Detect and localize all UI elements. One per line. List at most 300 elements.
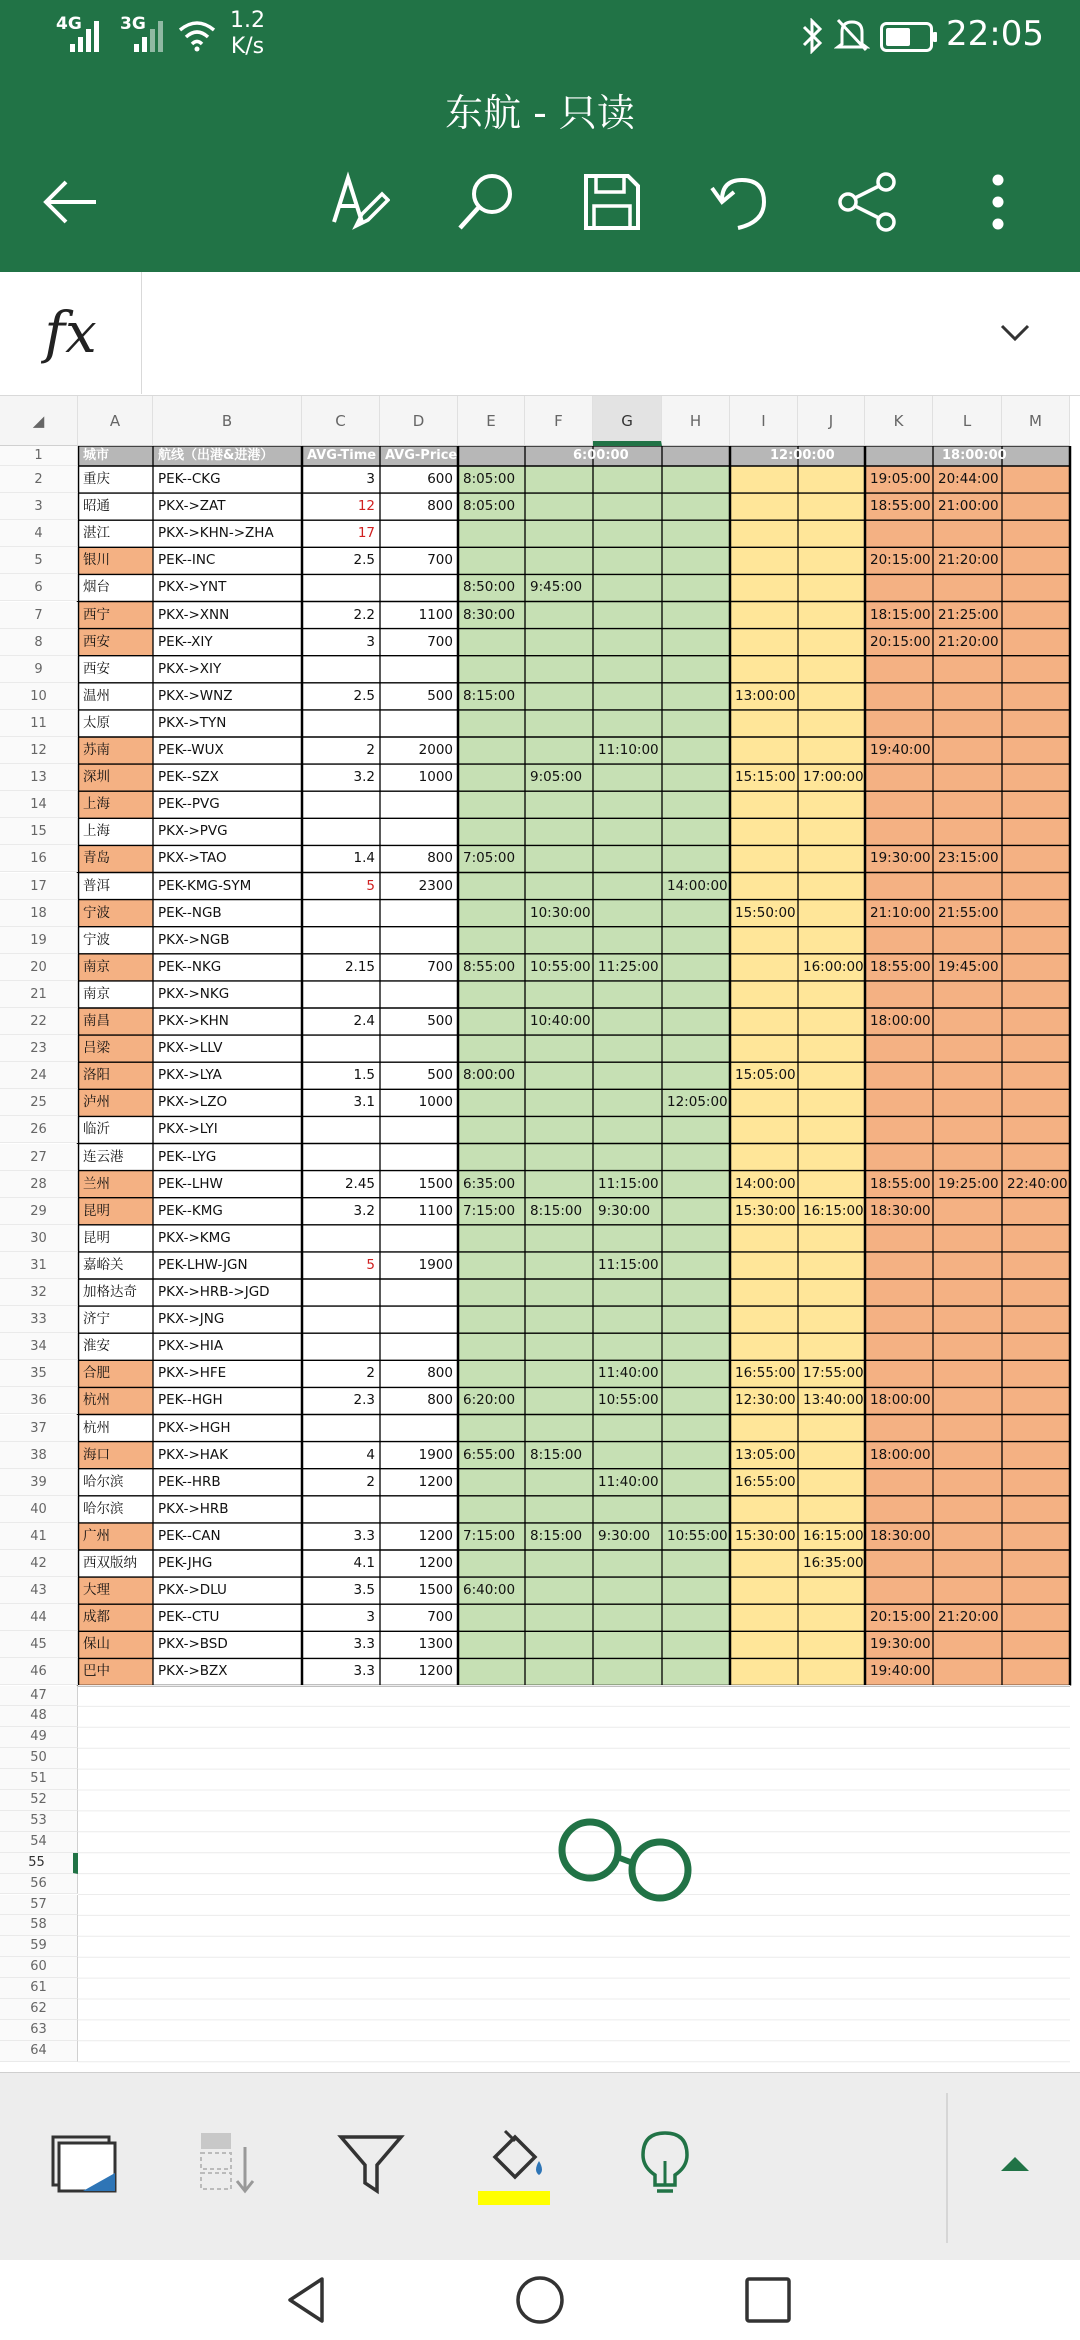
cell-b[interactable]: PKX->XNN	[158, 606, 230, 623]
cell-c[interactable]: 1.4	[353, 850, 375, 867]
cell-b[interactable]: PKX->DLU	[158, 1582, 227, 1599]
cell-a[interactable]: 嘉峪关	[83, 1256, 124, 1273]
cell-f[interactable]: 10:40:00	[530, 1013, 591, 1029]
row-header[interactable]: 64	[0, 2041, 78, 2062]
cell-a[interactable]: 哈尔滨	[83, 1500, 124, 1517]
row-header[interactable]: 21	[0, 981, 78, 1008]
cell-c[interactable]: 2.15	[344, 958, 375, 975]
cell-a[interactable]: 南昌	[83, 1013, 110, 1029]
cell-f[interactable]: 8:15:00	[530, 1202, 583, 1219]
row-header[interactable]: 49	[0, 1727, 78, 1748]
header-group-6am[interactable]: 6:00:00	[573, 448, 629, 463]
cell-e[interactable]: 8:05:00	[463, 471, 516, 487]
cell-d[interactable]: 600	[427, 471, 453, 487]
cell-a[interactable]: 苏南	[83, 742, 110, 758]
cell-b[interactable]: PKX->KMG	[158, 1229, 231, 1246]
cell-c[interactable]: 5	[366, 877, 375, 894]
row-header[interactable]: 11	[0, 710, 78, 737]
cell-j[interactable]: 16:00:00	[803, 958, 864, 975]
row-header[interactable]: 58	[0, 1915, 78, 1936]
draw-button[interactable]	[318, 162, 398, 242]
cell-d[interactable]: 500	[427, 1013, 453, 1029]
cell-c[interactable]: 3.3	[353, 1527, 375, 1544]
nav-home-button[interactable]	[505, 2270, 575, 2330]
cell-l[interactable]: 21:20:00	[938, 1609, 999, 1626]
row-header[interactable]: 18	[0, 900, 78, 927]
row-header[interactable]: 14	[0, 791, 78, 818]
cell-i[interactable]: 14:00:00	[735, 1175, 796, 1192]
cell-j[interactable]: 16:15:00	[803, 1527, 864, 1544]
cell-j[interactable]: 17:55:00	[803, 1365, 864, 1382]
header-avg-time[interactable]: AVG-Time	[307, 448, 377, 463]
cell-d[interactable]: 1200	[418, 1527, 453, 1544]
cell-l[interactable]: 21:55:00	[938, 904, 999, 921]
row-header[interactable]: 17	[0, 873, 78, 900]
back-button[interactable]	[30, 162, 110, 242]
cell-k[interactable]: 18:00:00	[870, 1392, 931, 1409]
cell-b[interactable]: PEK--WUX	[158, 742, 224, 758]
cell-a[interactable]: 哈尔滨	[83, 1473, 124, 1490]
row-header[interactable]: 36	[0, 1387, 78, 1414]
header-group-6pm[interactable]: 18:00:00	[942, 448, 1007, 463]
cell-b[interactable]: PEK--HGH	[158, 1392, 223, 1409]
row-header[interactable]: 38	[0, 1442, 78, 1469]
cell-c[interactable]: 2.4	[353, 1013, 375, 1029]
cell-c[interactable]: 3.5	[353, 1582, 375, 1599]
row-header[interactable]: 59	[0, 1936, 78, 1957]
cell-g[interactable]: 11:25:00	[598, 958, 659, 975]
cell-b[interactable]: PKX->LYA	[158, 1067, 222, 1084]
row-header[interactable]: 44	[0, 1604, 78, 1631]
cell-c[interactable]: 3	[366, 1609, 375, 1626]
spreadsheet-grid[interactable]	[0, 396, 1080, 2072]
cell-c[interactable]: 3.3	[353, 1663, 375, 1680]
row-header[interactable]: 34	[0, 1333, 78, 1360]
cell-c[interactable]: 3.2	[353, 769, 375, 786]
cell-a[interactable]: 大理	[83, 1582, 110, 1599]
cell-a[interactable]: 西宁	[83, 606, 110, 623]
share-button[interactable]	[828, 162, 908, 242]
cell-a[interactable]: 昆明	[83, 1202, 110, 1219]
cell-k[interactable]: 19:30:00	[870, 850, 931, 867]
row-header[interactable]: 54	[0, 1832, 78, 1853]
row-header[interactable]: 51	[0, 1769, 78, 1790]
cell-c[interactable]: 5	[366, 1256, 375, 1273]
cell-b[interactable]: PEK--CAN	[158, 1527, 221, 1544]
row-header[interactable]: 22	[0, 1008, 78, 1035]
cell-c[interactable]: 3	[366, 633, 375, 650]
cell-g[interactable]: 11:15:00	[598, 1175, 659, 1192]
row-header[interactable]: 13	[0, 764, 78, 791]
cell-k[interactable]: 18:00:00	[870, 1013, 931, 1029]
cell-a[interactable]: 洛阳	[83, 1067, 110, 1084]
cell-k[interactable]: 19:30:00	[870, 1636, 931, 1653]
cell-f[interactable]: 9:45:00	[530, 579, 583, 596]
cell-i[interactable]: 15:30:00	[735, 1202, 796, 1219]
cell-a[interactable]: 广州	[83, 1527, 110, 1544]
cell-h[interactable]: 12:05:00	[667, 1094, 728, 1111]
row-header[interactable]: 19	[0, 927, 78, 954]
column-header-i[interactable]: I	[730, 396, 798, 446]
cell-j[interactable]: 13:40:00	[803, 1392, 864, 1409]
cell-i[interactable]: 15:05:00	[735, 1067, 796, 1084]
cell-d[interactable]: 1100	[418, 606, 453, 623]
chevron-down-icon[interactable]	[990, 308, 1040, 358]
cell-j[interactable]: 16:35:00	[803, 1555, 864, 1571]
cell-e[interactable]: 8:30:00	[463, 606, 516, 623]
cell-b[interactable]: PEK--XIY	[158, 633, 213, 650]
cell-d[interactable]: 700	[427, 958, 453, 975]
cell-b[interactable]: PKX->YNT	[158, 579, 227, 596]
row-header[interactable]: 48	[0, 1706, 78, 1727]
cell-c[interactable]: 2.3	[353, 1392, 375, 1409]
cell-d[interactable]: 1500	[418, 1582, 453, 1599]
cell-b[interactable]: PKX->LZO	[158, 1094, 228, 1111]
cell-b[interactable]: PKX->PVG	[158, 823, 228, 840]
cell-b[interactable]: PKX->HIA	[158, 1338, 224, 1355]
cell-f[interactable]: 10:55:00	[530, 958, 591, 975]
row-header[interactable]: 6	[0, 574, 78, 601]
cell-b[interactable]: PEK--PVG	[158, 796, 220, 813]
cell-d[interactable]: 1200	[418, 1663, 453, 1680]
cell-a[interactable]: 烟台	[83, 579, 110, 596]
cell-d[interactable]: 1200	[418, 1473, 453, 1490]
cell-h[interactable]: 14:00:00	[667, 877, 728, 894]
cell-b[interactable]: PKX->XIY	[158, 660, 222, 677]
cell-b[interactable]: PEK--KMG	[158, 1202, 223, 1219]
cell-g[interactable]: 9:30:00	[598, 1527, 651, 1544]
cell-a[interactable]: 海口	[83, 1446, 110, 1463]
cell-b[interactable]: PEK--INC	[158, 552, 216, 569]
cell-l[interactable]: 21:20:00	[938, 633, 999, 650]
cell-b[interactable]: PEK--CKG	[158, 471, 221, 487]
cell-i[interactable]: 13:05:00	[735, 1446, 796, 1463]
cell-a[interactable]: 西双版纳	[83, 1555, 137, 1571]
expand-ribbon-button[interactable]	[970, 2113, 1060, 2213]
select-all-corner[interactable]: ◢	[0, 396, 78, 446]
cell-c[interactable]: 3.1	[353, 1094, 375, 1111]
cell-e[interactable]: 6:55:00	[463, 1446, 516, 1463]
cell-e[interactable]: 6:35:00	[463, 1175, 516, 1192]
row-header[interactable]: 1	[0, 446, 78, 466]
row-header[interactable]: 30	[0, 1225, 78, 1252]
cell-g[interactable]: 9:30:00	[598, 1202, 651, 1219]
freeze-panes-button[interactable]	[184, 2113, 274, 2213]
insert-function-button[interactable]: fx	[0, 272, 142, 394]
cell-k[interactable]: 19:40:00	[870, 742, 931, 758]
row-header[interactable]: 41	[0, 1523, 78, 1550]
row-header[interactable]: 28	[0, 1171, 78, 1198]
row-header[interactable]: 16	[0, 845, 78, 872]
cell-a[interactable]: 温州	[83, 687, 110, 704]
cell-d[interactable]: 2000	[418, 742, 453, 758]
cell-l[interactable]: 19:25:00	[938, 1175, 999, 1192]
cell-d[interactable]: 1000	[418, 1094, 453, 1111]
header-route[interactable]: 航线（出港&进港）	[158, 448, 274, 463]
column-header-c[interactable]: C	[302, 396, 380, 446]
cell-a[interactable]: 淮安	[83, 1338, 110, 1355]
cell-k[interactable]: 20:15:00	[870, 1609, 931, 1626]
cell-b[interactable]: PEK--CTU	[158, 1609, 220, 1626]
cell-b[interactable]: PEK--NGB	[158, 904, 222, 921]
row-header[interactable]: 62	[0, 1999, 78, 2020]
cell-l[interactable]: 21:20:00	[938, 552, 999, 569]
cell-a[interactable]: 重庆	[83, 471, 110, 487]
formula-input[interactable]	[150, 272, 990, 394]
row-header[interactable]: 35	[0, 1360, 78, 1387]
cell-g[interactable]: 11:15:00	[598, 1256, 659, 1273]
cell-k[interactable]: 18:55:00	[870, 1175, 931, 1192]
row-header[interactable]: 63	[0, 2020, 78, 2041]
cell-c[interactable]: 2	[366, 1365, 375, 1382]
cell-k[interactable]: 18:55:00	[870, 958, 931, 975]
cell-a[interactable]: 上海	[83, 796, 110, 813]
cell-k[interactable]: 18:15:00	[870, 606, 931, 623]
cell-k[interactable]: 20:15:00	[870, 633, 931, 650]
row-header[interactable]: 26	[0, 1116, 78, 1143]
cell-k[interactable]: 18:55:00	[870, 498, 931, 515]
cell-c[interactable]: 12	[357, 498, 375, 515]
save-button[interactable]	[572, 162, 652, 242]
cell-a[interactable]: 加格达奇	[83, 1284, 137, 1300]
column-header-b[interactable]: B	[153, 396, 302, 446]
fill-color-button[interactable]	[472, 2113, 562, 2213]
column-header-f[interactable]: F	[525, 396, 593, 446]
cell-a[interactable]: 太原	[83, 714, 110, 731]
row-header[interactable]: 42	[0, 1550, 78, 1577]
nav-recents-button[interactable]	[733, 2270, 803, 2330]
row-header[interactable]: 29	[0, 1198, 78, 1225]
cell-e[interactable]: 6:40:00	[463, 1582, 516, 1599]
row-header[interactable]: 60	[0, 1957, 78, 1978]
search-button[interactable]	[446, 162, 526, 242]
column-header-j[interactable]: J	[798, 396, 865, 446]
cell-l[interactable]: 19:45:00	[938, 958, 999, 975]
column-header-a[interactable]: A	[78, 396, 153, 446]
cell-d[interactable]: 1900	[418, 1256, 453, 1273]
row-header[interactable]: 47	[0, 1686, 78, 1707]
cell-e[interactable]: 8:55:00	[463, 958, 516, 975]
cell-k[interactable]: 20:15:00	[870, 552, 931, 569]
cell-d[interactable]: 800	[427, 850, 453, 867]
cell-b[interactable]: PKX->LYI	[158, 1121, 218, 1138]
cell-b[interactable]: PKX->BSD	[158, 1636, 228, 1653]
cell-a[interactable]: 上海	[83, 823, 110, 840]
cell-c[interactable]: 2.5	[353, 552, 375, 569]
cell-d[interactable]: 500	[427, 687, 453, 704]
cell-a[interactable]: 普洱	[83, 877, 110, 894]
cell-c[interactable]: 3.2	[353, 1202, 375, 1219]
cell-c[interactable]: 2	[366, 1473, 375, 1490]
row-header[interactable]: 2	[0, 466, 78, 493]
cell-b[interactable]: PKX->KHN->ZHA	[158, 525, 274, 542]
cell-e[interactable]: 7:05:00	[463, 850, 516, 867]
cell-a[interactable]: 杭州	[83, 1419, 110, 1436]
cell-j[interactable]: 17:00:00	[803, 769, 864, 786]
cell-b[interactable]: PEK--SZX	[158, 769, 219, 786]
more-options-button[interactable]	[958, 162, 1038, 242]
row-header[interactable]: 33	[0, 1306, 78, 1333]
cell-d[interactable]: 800	[427, 1365, 453, 1382]
header-city[interactable]: 城市	[83, 448, 110, 463]
cell-d[interactable]: 700	[427, 633, 453, 650]
cell-i[interactable]: 13:00:00	[735, 687, 796, 704]
cell-d[interactable]: 500	[427, 1067, 453, 1084]
cell-e[interactable]: 6:20:00	[463, 1392, 516, 1409]
cell-e[interactable]: 8:05:00	[463, 498, 516, 515]
cell-b[interactable]: PKX->ZAT	[158, 498, 226, 515]
cell-k[interactable]: 19:05:00	[870, 471, 931, 487]
cell-f[interactable]: 8:15:00	[530, 1446, 583, 1463]
row-header[interactable]: 45	[0, 1631, 78, 1658]
column-header-l[interactable]: L	[933, 396, 1002, 446]
cell-e[interactable]: 7:15:00	[463, 1527, 516, 1544]
cell-a[interactable]: 银川	[83, 552, 110, 569]
row-header[interactable]: 57	[0, 1895, 78, 1916]
column-header-d[interactable]: D	[380, 396, 458, 446]
cell-d[interactable]: 700	[427, 1609, 453, 1626]
undo-button[interactable]	[700, 162, 780, 242]
cell-b[interactable]: PKX->HGH	[158, 1419, 231, 1436]
row-header[interactable]: 7	[0, 602, 78, 629]
header-group-12pm[interactable]: 12:00:00	[770, 448, 835, 463]
row-header[interactable]: 24	[0, 1062, 78, 1089]
cell-e[interactable]: 8:15:00	[463, 687, 516, 704]
cell-a[interactable]: 青岛	[83, 850, 110, 867]
cell-k[interactable]: 18:00:00	[870, 1446, 931, 1463]
cell-f[interactable]: 10:30:00	[530, 904, 591, 921]
cell-d[interactable]: 1100	[418, 1202, 453, 1219]
cell-a[interactable]: 成都	[83, 1609, 110, 1626]
row-header[interactable]: 4	[0, 520, 78, 547]
row-header[interactable]: 9	[0, 656, 78, 683]
row-header[interactable]: 61	[0, 1978, 78, 1999]
cell-b[interactable]: PKX->BZX	[158, 1663, 228, 1680]
cell-a[interactable]: 南京	[83, 958, 110, 975]
cell-a[interactable]: 合肥	[83, 1365, 110, 1382]
column-header-h[interactable]: H	[662, 396, 730, 446]
cell-c[interactable]: 4	[366, 1446, 375, 1463]
cell-a[interactable]: 宁波	[83, 931, 110, 948]
cell-b[interactable]: PEK-LHW-JGN	[158, 1256, 248, 1273]
cell-a[interactable]: 泸州	[83, 1094, 110, 1111]
cell-c[interactable]: 3	[366, 471, 375, 487]
row-header[interactable]: 15	[0, 818, 78, 845]
cell-b[interactable]: PEK--LYG	[158, 1148, 217, 1165]
column-header-k[interactable]: K	[865, 396, 933, 446]
cell-b[interactable]: PKX->TYN	[158, 714, 227, 731]
cell-b[interactable]: PEK--LHW	[158, 1175, 223, 1192]
cell-c[interactable]: 2.45	[344, 1175, 375, 1192]
row-header[interactable]: 52	[0, 1790, 78, 1811]
cell-a[interactable]: 巴中	[83, 1663, 110, 1680]
cell-f[interactable]: 9:05:00	[530, 769, 583, 786]
row-header[interactable]: 37	[0, 1415, 78, 1442]
row-header[interactable]: 20	[0, 954, 78, 981]
cell-d[interactable]: 2300	[418, 877, 453, 894]
cell-h[interactable]: 10:55:00	[667, 1527, 728, 1544]
cell-c[interactable]: 2.2	[353, 606, 375, 623]
cell-l[interactable]: 21:00:00	[938, 498, 999, 515]
cell-d[interactable]: 700	[427, 552, 453, 569]
row-header[interactable]: 40	[0, 1496, 78, 1523]
row-header[interactable]: 12	[0, 737, 78, 764]
cell-j[interactable]: 16:15:00	[803, 1202, 864, 1219]
row-header[interactable]: 23	[0, 1035, 78, 1062]
cell-a[interactable]: 吕梁	[83, 1040, 110, 1057]
row-header[interactable]: 46	[0, 1658, 78, 1685]
cell-b[interactable]: PKX->HAK	[158, 1446, 228, 1463]
cell-f[interactable]: 8:15:00	[530, 1527, 583, 1544]
cell-i[interactable]: 12:30:00	[735, 1392, 796, 1409]
row-header[interactable]: 55	[0, 1853, 78, 1874]
cell-k[interactable]: 21:10:00	[870, 904, 931, 921]
row-header[interactable]: 27	[0, 1144, 78, 1171]
cell-a[interactable]: 深圳	[83, 769, 110, 786]
cell-d[interactable]: 800	[427, 498, 453, 515]
cell-e[interactable]: 8:00:00	[463, 1067, 516, 1084]
header-avg-price[interactable]: AVG-Price	[385, 448, 458, 463]
cell-b[interactable]: PKX->NKG	[158, 985, 230, 1002]
cell-k[interactable]: 18:30:00	[870, 1527, 931, 1544]
cell-d[interactable]: 1500	[418, 1175, 453, 1192]
row-header[interactable]: 10	[0, 683, 78, 710]
cell-l[interactable]: 21:25:00	[938, 606, 999, 623]
cell-e[interactable]: 7:15:00	[463, 1202, 516, 1219]
cell-b[interactable]: PEK-JHG	[158, 1555, 213, 1571]
cell-b[interactable]: PEK--HRB	[158, 1473, 221, 1490]
cell-d[interactable]: 800	[427, 1392, 453, 1409]
cell-a[interactable]: 临沂	[83, 1121, 110, 1138]
cell-a[interactable]: 昆明	[83, 1229, 110, 1246]
cell-g[interactable]: 10:55:00	[598, 1392, 659, 1409]
row-header[interactable]: 53	[0, 1811, 78, 1832]
row-header[interactable]: 56	[0, 1874, 78, 1895]
row-header[interactable]: 32	[0, 1279, 78, 1306]
cell-k[interactable]: 19:40:00	[870, 1663, 931, 1680]
cell-i[interactable]: 16:55:00	[735, 1473, 796, 1490]
cell-g[interactable]: 11:40:00	[598, 1365, 659, 1382]
cell-d[interactable]: 1300	[418, 1636, 453, 1653]
cell-d[interactable]: 1900	[418, 1446, 453, 1463]
cell-a[interactable]: 保山	[83, 1636, 110, 1653]
column-header-g[interactable]: G	[593, 396, 662, 446]
cell-c[interactable]: 17	[357, 525, 375, 542]
row-header[interactable]: 43	[0, 1577, 78, 1604]
ideas-button[interactable]	[620, 2113, 710, 2213]
filter-button[interactable]	[326, 2113, 416, 2213]
cell-b[interactable]: PKX->HRB	[158, 1500, 229, 1517]
cell-b[interactable]: PEK-KMG-SYM	[158, 877, 252, 894]
cell-e[interactable]: 8:50:00	[463, 579, 516, 596]
row-header[interactable]: 25	[0, 1089, 78, 1116]
cell-l[interactable]: 23:15:00	[938, 850, 999, 867]
cell-c[interactable]: 2.5	[353, 687, 375, 704]
cell-i[interactable]: 15:15:00	[735, 769, 796, 786]
cell-i[interactable]: 16:55:00	[735, 1365, 796, 1382]
cell-b[interactable]: PKX->HRB->JGD	[158, 1284, 270, 1300]
column-header-e[interactable]: E	[458, 396, 525, 446]
nav-back-button[interactable]	[274, 2270, 344, 2330]
cell-a[interactable]: 西安	[83, 633, 110, 650]
cell-a[interactable]: 南京	[83, 985, 110, 1002]
cell-b[interactable]: PKX->HFE	[158, 1365, 227, 1382]
row-header[interactable]: 39	[0, 1469, 78, 1496]
cell-a[interactable]: 湛江	[83, 525, 110, 542]
cell-b[interactable]: PKX->JNG	[158, 1311, 225, 1328]
cell-a[interactable]: 济宁	[83, 1311, 110, 1328]
row-header[interactable]: 8	[0, 629, 78, 656]
